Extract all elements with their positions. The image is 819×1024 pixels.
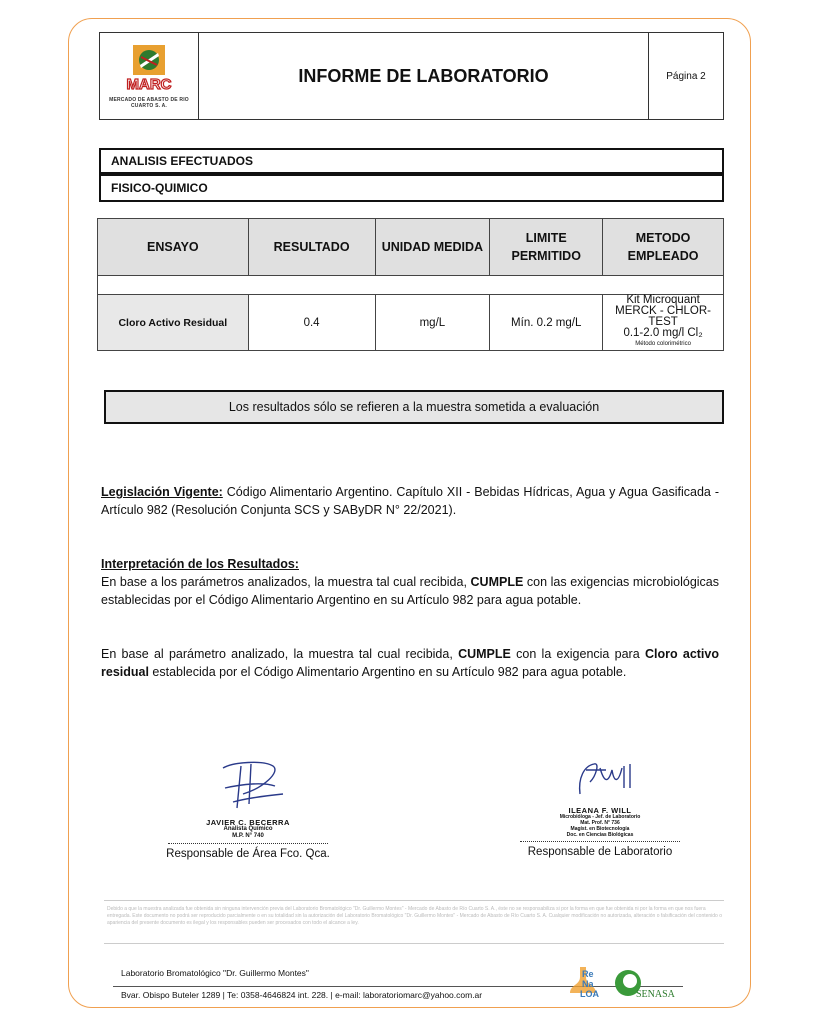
interpretation-paragraph-2 [101,645,719,681]
handwritten-signature-icon [203,758,293,814]
col-header-metodo: METODO EMPLEADO [603,219,724,276]
metodo-line-1: Kit Microquant [626,294,700,306]
cell-limite: Mín. 0.2 mg/L [490,295,603,351]
svg-text:Na: Na [582,979,594,989]
col-header-resultado: RESULTADO [248,219,375,276]
p1-cumple: CUMPLE [470,575,524,589]
legislation-paragraph [101,483,719,519]
legislation-label: Legislación Vigente: [101,485,223,499]
col-header-unidad: UNIDAD MEDIDA [375,219,490,276]
analysis-section-label: ANALISIS EFECTUADOS [99,148,724,174]
signature-line-left [168,843,328,844]
logo-subtitle: MERCADO DE ABASTO DE RIO CUARTO S. A. [109,97,189,109]
disclaimer-text: Debido a que la muestra analizada fue obtenida sin ninguna intervención previa del Laboratorio Bromatológico "Dr. Guillermo Montes" - Mercado de Abasto de Río Cuarto S. A., éste no se responsabiliza si por la forma en que fue obtenida ni por la forma en que nos fuera entregada. Este documento no podrá ser reproducido parcialmente o en su totalidad sin la autorización del Laboratorio Bromatológico "Dr. Guillermo Montes" - Mercado de Abasto de Río Cuarto S. A. Cualquier modificación no autorizada, alteración o falsificación del contenido o apariencia del presente documento es ilegal y los responsables pueden ser procesados con todo el alcance a ley. [107,906,723,926]
signature-left [148,758,348,860]
svg-text:MARC: MARC [126,76,172,93]
p2-text-e: establecida por el Código Alimentario Argentino en su Artículo 982 para agua potable. [148,665,627,679]
signer-right-line1: Microbióloga - Jef. de Laboratorio [559,814,641,820]
signer-left-role: Analista Químico [223,826,273,832]
metodo-line-3: 0.1-2.0 mg/l Cl₂ [623,327,703,339]
handwritten-signature-icon [550,758,650,802]
legislation-text: Código Alimentario Argentino. Capítulo XII - Bebidas Hídricas, Agua y Agua Gasificada - Artículo 982 (Resolución Conjunta SCS y SAByDR N° 22/2021). [101,485,719,517]
p2-cumple: CUMPLE [458,647,511,661]
metodo-line-2: MERCK - CHLOR-TEST [615,305,711,328]
divider-bottom [104,943,724,944]
interpretation-paragraph-1 [101,573,719,609]
cell-metodo [603,295,724,351]
signer-left-mp: M.P. N° 740 [232,833,264,839]
signer-right-line4: Doc. en Ciencias Biológicas [566,832,634,838]
p2-text-a: En base al parámetro analizado, la muestra tal cual recibida, [101,647,459,661]
table-row [98,295,724,351]
cell-resultado: 0.4 [248,295,375,351]
cell-unidad: mg/L [375,295,490,351]
senasa-logo-icon [615,970,676,1000]
marc-emblem-icon [123,43,175,95]
analysis-type-label: FISICO-QUIMICO [99,174,724,202]
p1-text-a: En base a los parámetros analizados, la muestra tal cual recibida, [101,575,471,589]
col-header-limite: LIMITE PERMITIDO [490,219,603,276]
p2-cloro: Cloro activo residual [101,647,719,679]
signer-left-name: JAVIER C. BECERRA [206,818,290,827]
cell-ensayo: Cloro Activo Residual [98,295,249,351]
report-header [99,32,724,120]
interpretation-heading-text: Interpretación de los Resultados: [101,557,299,571]
p1-text-c: con las exigencias microbiológicas establecidas por el Código Alimentario Argentino en su Artículo 982 para agua potable. [101,575,720,607]
interpretation-heading [101,555,719,573]
results-table [97,218,724,351]
signature-line-right [520,841,680,842]
table-spacer-row [98,276,724,295]
divider-top [104,900,724,901]
footer-contact: Bvar. Obispo Buteler 1289 | Te: 0358-4646824 int. 228. | e-mail: laboratoriomarc@yahoo.com.ar [121,990,483,1000]
svg-text:Re: Re [582,969,594,979]
page-number: Página 2 [648,33,723,119]
signer-right-name: ILEANA F. WILL [568,806,632,815]
results-note: Los resultados sólo se refieren a la muestra sometida a evaluación [104,390,724,424]
signer-right-line2: Mat. Prof. N° 736 [580,820,620,826]
signer-left-label: Responsable de Área Fco. Qca. [166,848,330,860]
table-header-row [98,219,724,276]
marc-logo [100,33,199,119]
signer-right-label: Responsable de Laboratorio [527,846,673,858]
svg-text:SENASA: SENASA [636,989,675,1000]
p2-text-c: con la exigencia para [510,647,645,661]
metodo-line-4: Método colorimétrico [635,341,691,347]
svg-text:LOA: LOA [580,989,599,999]
col-header-ensayo: ENSAYO [98,219,249,276]
page-title: INFORME DE LABORATORIO [298,65,549,86]
footer-lab-name: Laboratorio Bromatológico "Dr. Guillermo Montes" [121,968,309,978]
renaloa-logo-icon [570,967,599,999]
signature-right [500,758,700,858]
signer-right-line3: Magíst. en Biotecnología [570,826,630,832]
accreditation-logos [566,963,686,1003]
